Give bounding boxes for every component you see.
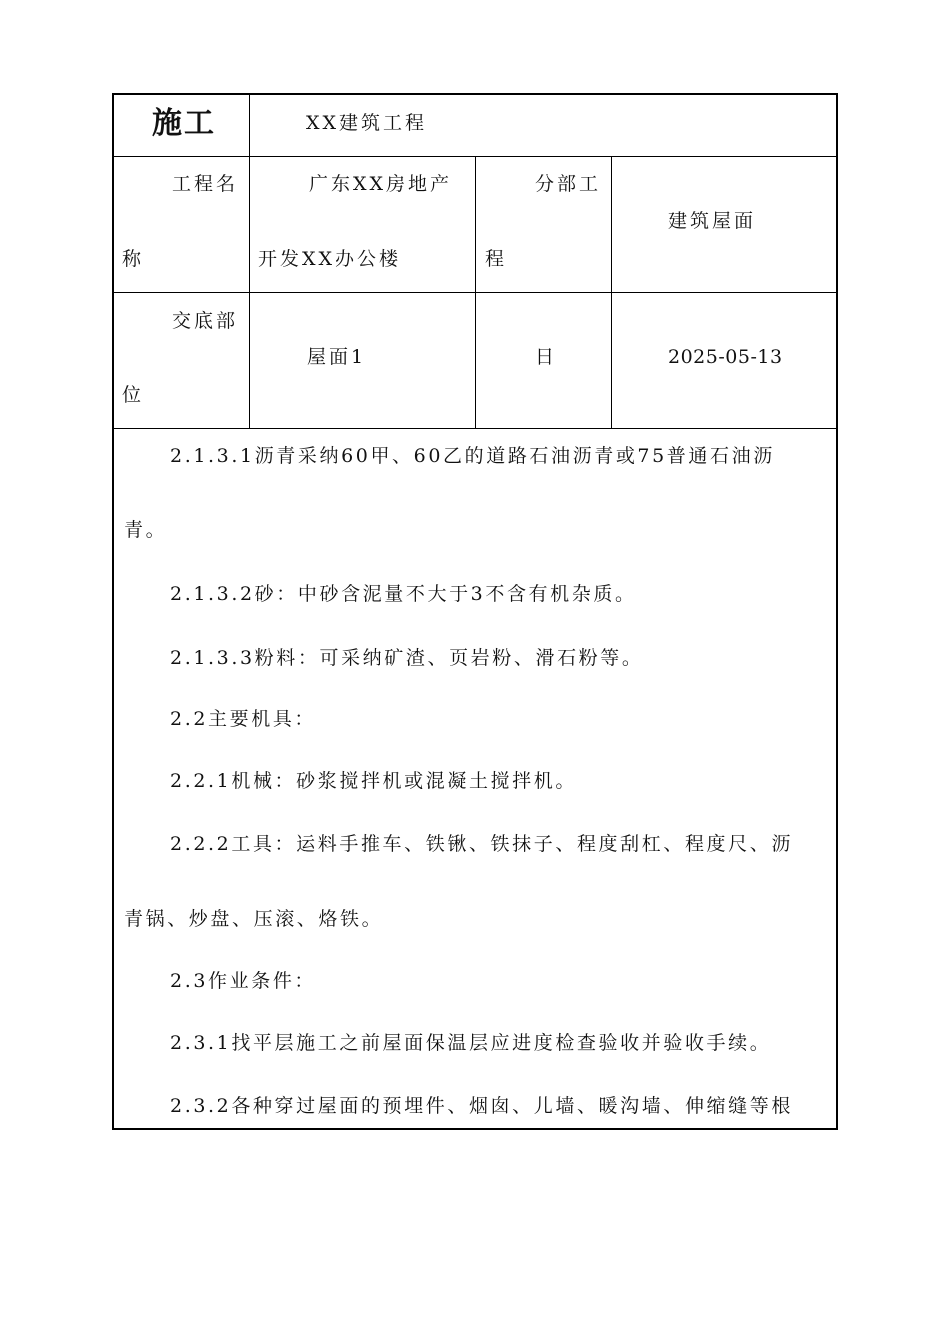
subdivision-label: 分部工: [535, 173, 602, 195]
project-name-value: 广东XX房地产: [309, 173, 453, 195]
content-line: 2.3作业条件：: [170, 970, 317, 992]
content-line: 青锅、炒盘、压滚、烙铁。: [124, 908, 384, 930]
project-title: XX建筑工程: [306, 112, 428, 134]
date-value: 2025-05-13: [668, 346, 783, 368]
column-divider: [249, 95, 250, 428]
location-label-cont: 位: [122, 384, 145, 406]
subdivision-label-cont: 程: [485, 248, 508, 270]
date-label: 日: [535, 346, 558, 368]
location-value: 屋面1: [307, 346, 367, 368]
content-line: 2.2主要机具：: [170, 708, 317, 730]
project-name-label-cont: 称: [122, 248, 145, 270]
project-name-value-cont: 开发XX办公楼: [258, 248, 402, 270]
disclosure-form: [112, 93, 838, 1130]
location-label: 交底部: [172, 310, 239, 332]
subdivision-value: 建筑屋面: [668, 210, 757, 232]
content-line: 2.1.3.1沥青采纳60甲、60乙的道路石油沥青或75普通石油沥: [170, 445, 775, 467]
column-divider: [475, 157, 476, 428]
content-line: 2.1.3.2砂：中砂含泥量不大于3不含有机杂质。: [170, 583, 637, 605]
form-title: 施工: [152, 106, 216, 141]
content-line: 2.1.3.3粉料：可采纳矿渣、页岩粉、滑石粉等。: [170, 647, 644, 669]
content-line: 2.3.2各种穿过屋面的预埋件、烟囱、儿墙、暖沟墙、伸缩缝等根: [170, 1095, 793, 1117]
content-line: 2.3.1找平层施工之前屋面保温层应进度检查验收并验收手续。: [170, 1032, 772, 1054]
project-name-label: 工程名: [172, 173, 239, 195]
column-divider: [611, 157, 612, 428]
row-divider: [114, 428, 836, 429]
content-line: 2.2.2工具：运料手推车、铁锹、铁抹子、程度刮杠、程度尺、沥: [170, 833, 793, 855]
content-line: 青。: [124, 519, 168, 541]
content-line: 2.2.1机械：砂浆搅拌机或混凝土搅拌机。: [170, 770, 577, 792]
